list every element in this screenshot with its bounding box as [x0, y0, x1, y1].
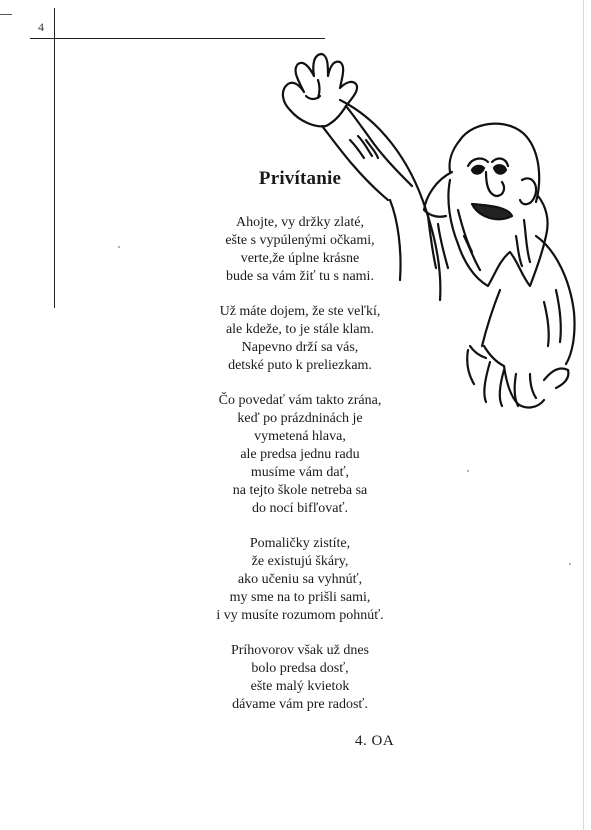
poem-line: Ahojte, vy držky zlaté, — [236, 215, 364, 230]
poem-line: ako učeniu sa vyhnúť, — [237, 572, 363, 587]
poem-title: Privítanie — [258, 168, 342, 189]
poem-stanza — [160, 642, 440, 714]
poem-line: ale kdeže, to je stále klam. — [225, 322, 375, 337]
poem-line: bude sa vám žiť tu s nami. — [226, 269, 374, 284]
page-corner-line — [0, 14, 12, 15]
poem-line: že existujú škáry, — [251, 554, 349, 569]
poem-line: verte,že úplne krásne — [240, 251, 360, 266]
page-number: 4 — [38, 20, 44, 34]
poem-line: ešte s vypúlenými očkami, — [225, 233, 375, 248]
poem-line: Pomaličky zistíte, — [249, 536, 351, 551]
header-horizontal-rule — [30, 38, 325, 39]
poem-line: musíme vám dať, — [250, 465, 350, 480]
poem-line: do nocí bifľovať. — [251, 501, 349, 516]
poem-stanza — [160, 535, 440, 625]
poem-stanza — [160, 303, 440, 375]
scan-speck — [467, 470, 469, 472]
scan-speck — [569, 563, 571, 565]
poem-body — [160, 214, 440, 731]
margin-vertical-rule — [54, 8, 55, 308]
poem-line: Už máte dojem, že ste veľkí, — [219, 304, 381, 319]
poem-line: detské puto k preliezkam. — [228, 358, 372, 373]
poem-line: bolo predsa dosť, — [251, 661, 349, 676]
poem-line: na tejto škole netreba sa — [232, 483, 368, 498]
poem-line: dávame vám pre radosť. — [232, 697, 368, 712]
poem-line: vymetená hlava, — [254, 429, 346, 444]
poem-line: Čo povedať vám takto zrána, — [218, 393, 382, 408]
poem-line: Príhovorov však už dnes — [230, 643, 370, 658]
poem-line: my sme na to prišli sami, — [229, 590, 371, 605]
poem-stanza — [160, 214, 440, 286]
poem-line: keď po prázdninách je — [237, 411, 363, 426]
poem-stanza — [160, 392, 440, 518]
poem-line: i vy musíte rozumom pohnúť. — [216, 608, 384, 623]
poem-line: ale predsa jednu radu — [240, 447, 360, 462]
poem-line: ešte malý kvietok — [250, 679, 350, 694]
poem-line: Napevno drží sa vás, — [241, 340, 359, 355]
scan-speck — [118, 246, 120, 248]
poem-author: 4. OA — [355, 733, 395, 749]
